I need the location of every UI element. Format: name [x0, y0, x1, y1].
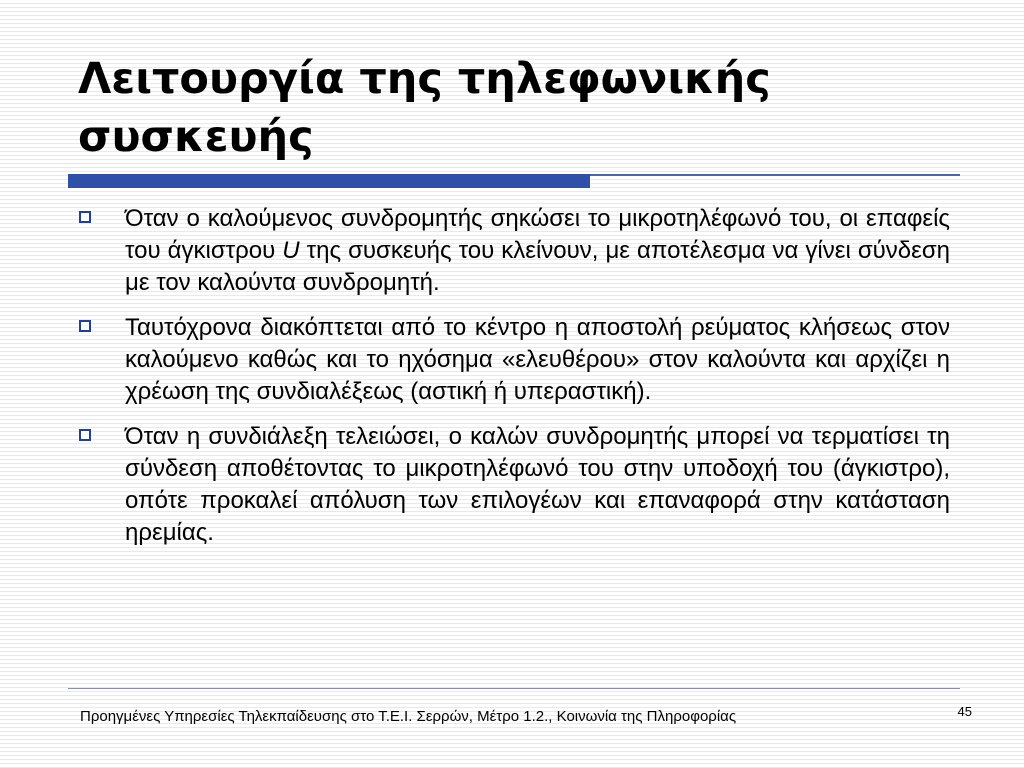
bullet-text-1-before-var: Όταν ο καλούμενος συνδρομητής σηκώσει το μικροτηλέφωνό του, οι επαφείς του άγκιστρου: [125, 205, 950, 264]
title-divider: [68, 174, 960, 188]
bullet-item-2: [78, 312, 950, 408]
bullet-text-1-after-var: της συσκευής του κλείνουν, με αποτέλεσμα να γίνει σύνδεση με τον καλούντα συνδρομητή.: [125, 237, 950, 296]
bullet-item-1: [78, 203, 950, 299]
page-number: 45: [957, 704, 972, 719]
bullet-text-2: Ταυτόχρονα διακόπτεται από το κέντρο η αποστολή ρεύματος κλήσεως στον καλούμενο καθώς και το ηχόσημα «ελευθέρου» στον καλούντα και αρχίζει η χρέωση της συνδιαλέξεως (αστική ή υπεραστική).: [125, 314, 950, 405]
slide-title: Λειτουργία της τηλεφωνικής συσκευής: [78, 54, 771, 162]
bullet-text-3: Όταν η συνδιάλεξη τελειώσει, ο καλών συνδρομητής μπορεί να τερματίσει τη σύνδεση αποθέτοντας το μικροτηλέφωνό του στην υποδοχή του (άγκιστρο), οπότε προκαλεί απόλυση των επιλογέων και επαναφορά στην κατάσταση ηρεμίας.: [125, 423, 950, 546]
hook-switch-variable: U: [282, 237, 300, 264]
bullet-text-1: [125, 205, 950, 296]
title-divider-accent-bar: [68, 174, 590, 188]
hollow-square-bullet-icon: [79, 429, 91, 441]
bullet-item-3: [78, 421, 950, 549]
hollow-square-bullet-icon: [79, 320, 91, 332]
title-divider-thin-line: [590, 174, 960, 176]
hollow-square-bullet-icon: [79, 211, 91, 223]
bullet-list: [78, 203, 950, 562]
footer-text: Προηγμένες Υπηρεσίες Τηλεκπαίδευσης στο Τ.Ε.Ι. Σερρών, Μέτρο 1.2., Κοινωνία της Πληροφορίας: [80, 708, 737, 725]
footer-divider: [68, 688, 960, 689]
